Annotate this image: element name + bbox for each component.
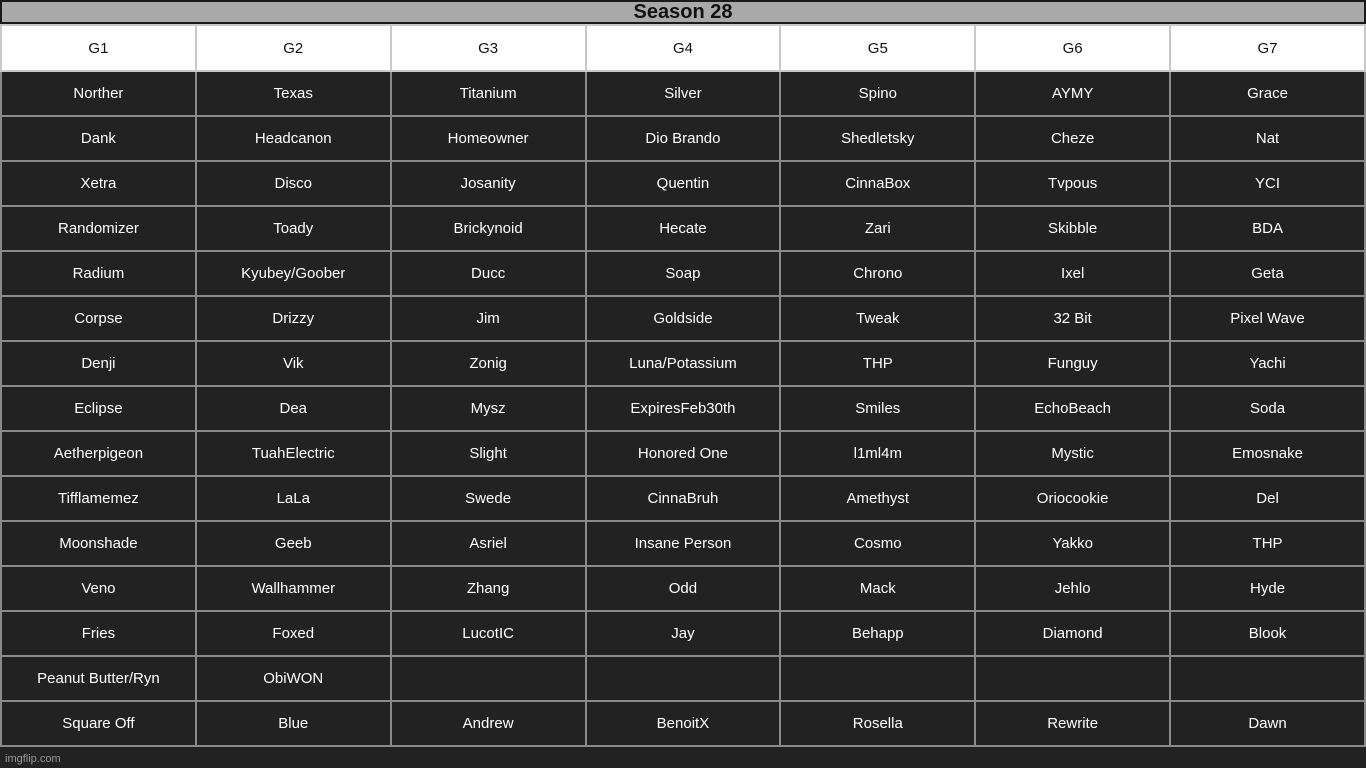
table-cell: Odd <box>586 566 781 611</box>
table-cell: Radium <box>1 251 196 296</box>
table-cell: Pixel Wave <box>1170 296 1365 341</box>
table-cell: Fries <box>1 611 196 656</box>
table-cell: THP <box>780 341 975 386</box>
table-cell: Smiles <box>780 386 975 431</box>
table-cell: Soap <box>586 251 781 296</box>
table-cell: Brickynoid <box>391 206 586 251</box>
roster-table <box>0 24 1366 747</box>
table-cell: Hecate <box>586 206 781 251</box>
table-cell: Vik <box>196 341 391 386</box>
table-cell: Oriocookie <box>975 476 1170 521</box>
table-cell: Andrew <box>391 701 586 746</box>
table-cell: BenoitX <box>586 701 781 746</box>
table-cell: l1ml4m <box>780 431 975 476</box>
table-cell: BDA <box>1170 206 1365 251</box>
table-cell: Asriel <box>391 521 586 566</box>
table-cell: Geta <box>1170 251 1365 296</box>
table-cell: YCI <box>1170 161 1365 206</box>
table-row <box>1 566 1365 611</box>
table-cell: Jim <box>391 296 586 341</box>
table-cell: Soda <box>1170 386 1365 431</box>
table-row <box>1 161 1365 206</box>
table-cell: Texas <box>196 71 391 116</box>
table-row <box>1 251 1365 296</box>
table-cell: Moonshade <box>1 521 196 566</box>
column-header: G6 <box>975 25 1170 71</box>
table-cell: Aetherpigeon <box>1 431 196 476</box>
table-cell: Rewrite <box>975 701 1170 746</box>
watermark: imgflip.com <box>5 753 61 765</box>
table-cell: Insane Person <box>586 521 781 566</box>
table-cell: ObiWON <box>196 656 391 701</box>
table-row <box>1 341 1365 386</box>
table-cell: Homeowner <box>391 116 586 161</box>
table-cell: Silver <box>586 71 781 116</box>
header-row <box>1 25 1365 71</box>
table-row <box>1 116 1365 161</box>
table-cell: CinnaBox <box>780 161 975 206</box>
table-cell: 32 Bit <box>975 296 1170 341</box>
table-cell: Dawn <box>1170 701 1365 746</box>
table-cell: ExpiresFeb30th <box>586 386 781 431</box>
table-cell: Tweak <box>780 296 975 341</box>
table-cell: Tifflamemez <box>1 476 196 521</box>
table-cell: Del <box>1170 476 1365 521</box>
table-cell: Xetra <box>1 161 196 206</box>
table-cell: Dea <box>196 386 391 431</box>
table-cell: Mystic <box>975 431 1170 476</box>
table-cell: TuahElectric <box>196 431 391 476</box>
table-cell: Luna/Potassium <box>586 341 781 386</box>
table-cell: Blue <box>196 701 391 746</box>
column-header: G2 <box>196 25 391 71</box>
table-cell: Diamond <box>975 611 1170 656</box>
table-cell: Drizzy <box>196 296 391 341</box>
table-cell: Quentin <box>586 161 781 206</box>
column-header: G7 <box>1170 25 1365 71</box>
table-row <box>1 521 1365 566</box>
table-cell: Jay <box>586 611 781 656</box>
table-cell: THP <box>1170 521 1365 566</box>
table-cell <box>391 656 586 701</box>
table-row <box>1 611 1365 656</box>
table-row <box>1 206 1365 251</box>
table-cell: Spino <box>780 71 975 116</box>
table-row <box>1 386 1365 431</box>
table-cell: Zhang <box>391 566 586 611</box>
table-cell: Grace <box>1170 71 1365 116</box>
table-cell: Josanity <box>391 161 586 206</box>
table-cell: LucotIC <box>391 611 586 656</box>
table-cell: Tvpous <box>975 161 1170 206</box>
table-cell <box>780 656 975 701</box>
table-cell: CinnaBruh <box>586 476 781 521</box>
table-cell: Emosnake <box>1170 431 1365 476</box>
table-cell: Randomizer <box>1 206 196 251</box>
table-cell: Amethyst <box>780 476 975 521</box>
table-cell: Behapp <box>780 611 975 656</box>
table-cell: Jehlo <box>975 566 1170 611</box>
table-cell: Zonig <box>391 341 586 386</box>
table-cell: AYMY <box>975 71 1170 116</box>
table-cell: Yachi <box>1170 341 1365 386</box>
table-cell: Titanium <box>391 71 586 116</box>
table-cell: Hyde <box>1170 566 1365 611</box>
table-row <box>1 296 1365 341</box>
table-cell: Slight <box>391 431 586 476</box>
table-row <box>1 701 1365 746</box>
table-row <box>1 431 1365 476</box>
table-cell: Dank <box>1 116 196 161</box>
table-row <box>1 476 1365 521</box>
table-cell: Chrono <box>780 251 975 296</box>
column-header: G3 <box>391 25 586 71</box>
table-cell: Ducc <box>391 251 586 296</box>
table-cell: Mack <box>780 566 975 611</box>
table-cell: Disco <box>196 161 391 206</box>
column-header: G4 <box>586 25 781 71</box>
table-cell: Goldside <box>586 296 781 341</box>
table-cell: Peanut Butter/Ryn <box>1 656 196 701</box>
table-cell: Ixel <box>975 251 1170 296</box>
table-cell <box>1170 656 1365 701</box>
column-header: G5 <box>780 25 975 71</box>
table-cell: Wallhammer <box>196 566 391 611</box>
table-cell: Rosella <box>780 701 975 746</box>
table-cell: Headcanon <box>196 116 391 161</box>
table-cell: Dio Brando <box>586 116 781 161</box>
table-cell <box>586 656 781 701</box>
table-cell: Blook <box>1170 611 1365 656</box>
table-cell <box>975 656 1170 701</box>
roster-body <box>1 71 1365 746</box>
table-cell: LaLa <box>196 476 391 521</box>
table-cell: Square Off <box>1 701 196 746</box>
table-cell: Funguy <box>975 341 1170 386</box>
table-cell: Norther <box>1 71 196 116</box>
table-cell: Veno <box>1 566 196 611</box>
table-cell: Toady <box>196 206 391 251</box>
table-cell: Corpse <box>1 296 196 341</box>
column-header: G1 <box>1 25 196 71</box>
table-cell: Cosmo <box>780 521 975 566</box>
table-cell: Yakko <box>975 521 1170 566</box>
table-cell: Kyubey/Goober <box>196 251 391 296</box>
table-cell: EchoBeach <box>975 386 1170 431</box>
table-cell: Skibble <box>975 206 1170 251</box>
table-cell: Honored One <box>586 431 781 476</box>
table-cell: Mysz <box>391 386 586 431</box>
table-row <box>1 656 1365 701</box>
table-cell: Foxed <box>196 611 391 656</box>
table-cell: Nat <box>1170 116 1365 161</box>
season-title: Season 28 <box>0 0 1366 24</box>
table-cell: Swede <box>391 476 586 521</box>
table-cell: Eclipse <box>1 386 196 431</box>
table-cell: Denji <box>1 341 196 386</box>
table-cell: Zari <box>780 206 975 251</box>
title-bar <box>0 0 1366 25</box>
table-cell: Shedletsky <box>780 116 975 161</box>
table-cell: Geeb <box>196 521 391 566</box>
table-row <box>1 71 1365 116</box>
table-cell: Cheze <box>975 116 1170 161</box>
